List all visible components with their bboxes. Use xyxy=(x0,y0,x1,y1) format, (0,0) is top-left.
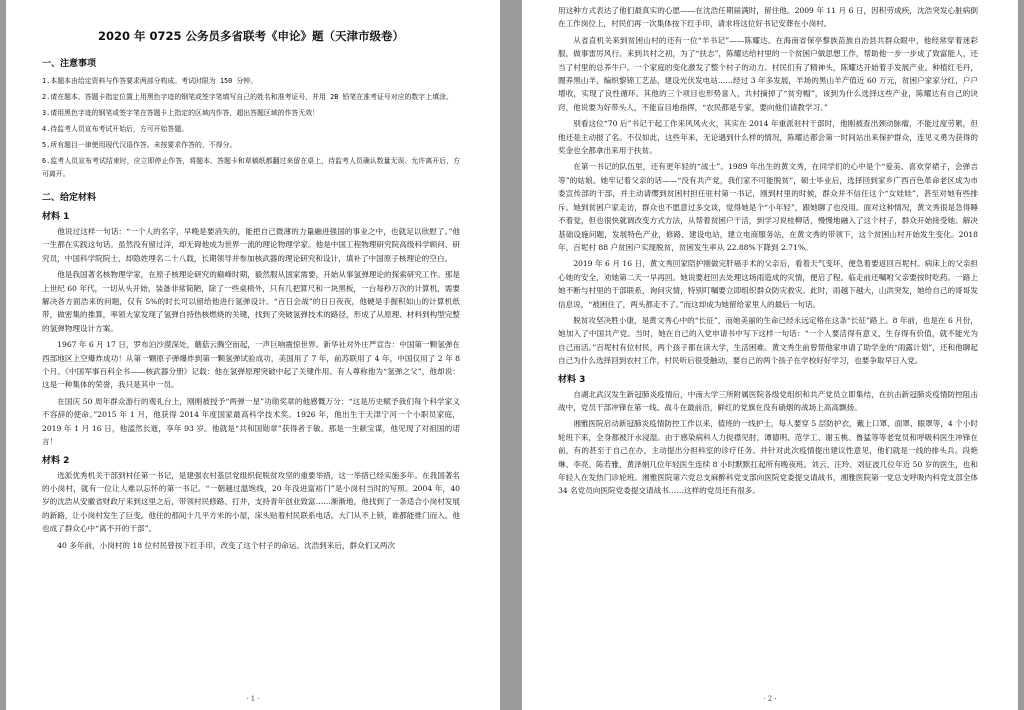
material-paragraph: 湘雅医院启动新冠肺炎疫情防控工作以来，值班的一线护士，每人要穿 5 层防护衣，戴上口罩、面罩、眼罩等，4 个小时轮班下来，全身都被汗水浸湿。由于感染病科人力捉襟见肘，谭德明、范学工、谢玉桃、鲁猛等等老党员和呼吸科医生冲锋在前，有的甚至于自己在办，主动提出分担科室的诊疗任务。并针对此次疫情提出建议性意见，他们就是一线的排头兵。段艳琳、李亮、陈若雅、黄泽娟几位年轻医生连续 8 小时默默扛起所有晚夜班。刘云、汪玲、刘征波几位年近 50 岁的医生，也和年轻人在发热门诊轮班。湘雅医院第六党总支麻醉科党支部向医院党委提交请战书，湘雅医院第一党总支呼吸内科党支部全体 34 名党员向医院党委提交请战书……这样的党员还有很多。 xyxy=(558,419,978,496)
material-3-label: 材料 3 xyxy=(558,374,586,385)
notice-item: 1.本题本由给定资料与作答要求两部分构成。考试时限为 150 分钟。 xyxy=(42,77,258,85)
material-paragraph: 自湖北武汉发生新冠肺炎疫情后，中南大学三所附属医院各级党组织和共产党员立即集结，在抗击新冠肺炎疫情防控阻击战中，党员干部冲锋在第一线、战斗在最前沿，鲜红的党旗在没有硝烟的战场上高高飘扬。 xyxy=(558,389,978,412)
document-title: 2020 年 0725 公务员多省联考《申论》题（天津市级卷） xyxy=(97,29,405,43)
page-1 xyxy=(6,0,500,710)
material-paragraph: 在国庆 50 周年群众游行的观礼台上，刚刚被授予“两弹一星”功勋奖章的他感慨万分：“这是历史赋予我们每个科学家义不容辞的使命。”2015 年 1 月，他获得 2014 年度国家最高科学技术奖。1926 年，他出生于天津宁河一个小职员家庭，2019 年 1 月 16 日，他溘然长逝，享年 93 岁。他就是“共和国勋章”获得者于敏。那是一生献宝谋，他见现了对祖国的诺言！ xyxy=(42,396,460,447)
material-paragraph: 选派优秀机关干部到村任第一书记，是建强农村基层党组织促脱贫攻坚的重要举措，这一举措已经实施多年。在我国著名的小岗村，就有一位让人难以忘怀的第一书记。“一朝越过温饱线，20 年没进富裕门”是小岗村当时的写照。2004 年，40 岁的沈浩从安徽省财政厅来到这里之后，带领村民修路、打井，支持青年创业致富……渐渐地，他找到了一条适合小岗村发展的新路，让小岗村发生了巨变。他住的那间十几平方米的小屋，床头贴着村民联系电话。大门从不上锁，谁都能推门而入。他也成了群众心中“离不开的干部”。 xyxy=(42,470,460,534)
material-paragraph: 别看这位“70 后”书记干起工作来风风火火，其实在 2014 年重派驻村干部时，他刚被查出颈动脉瘤，不能过度劳累，但他还是主动报了名。不仅如此，这些年来，无论遇到什么样的情况，陈耀达都会第一时间站出来保护群众，连见义勇为获得的奖金也全都拿出来用于扶贫。 xyxy=(558,119,978,156)
page-number: · 2 · xyxy=(763,695,777,703)
material-1-label: 材料 1 xyxy=(42,212,70,222)
notice-item: 4.待监考人员宣布考试开始后，方可开始答题。 xyxy=(42,125,189,133)
material-paragraph: 用这种方式表达了他们最真实的心愿——在沈浩任期届满时，留住他。2009 年 11 月 6 日，因积劳成疾，沈浩突发心脏病倒在工作岗位上，村民们再一次集体按下红手印，请求将这位好书记安葬在小岗村。 xyxy=(558,6,978,29)
material-paragraph: 他是我国著名核物理学家，在原子核理论研究的巅峰时期，毅然服从国家需要，开始从事氢弹理论的探索研究工作。那是上世纪 60 年代，一切从头开始，装备非常简陋，除了一些桌椅外，只有几把算尺和一块黑板，一台每秒万次的计算机，需要解决各方面浩来的问题，仅有 5%的时长可以留给他进行氢弹设计。“百日会战”的日日夜夜，他硬是手握积如山的计算机纸带，做密集的推算，率领大家发现了氢弹自持热核燃烧的关键，找到了突破氢弹技术的路径，形成了从原理、材料到构型完整的氢弹物理设计方案。 xyxy=(42,270,460,333)
notice-item: 3.请用黑色字迹的钢笔或签字笔在答题卡上指定的区域内作答，超出答题区域的作答无效！ xyxy=(42,109,320,117)
notice-item: 5.所有题目一律使用现代汉语作答。未按要求作答的，不得分。 xyxy=(42,141,237,149)
notice-heading: 一、注意事项 xyxy=(42,59,97,69)
material-paragraph: 他说过这样一句话：“一个人的名字，早晚是要消失的，能把自己微薄的力量融进强国的事业之中，也就足以欣慰了。”他一生都在实践这句话。虽然没有留过洋，却无碍他成为世界一流的理论物理学家。他是中国工程物理研究院高级科学顾问、研究员，中国科学院院士，却隐姓埋名二十八载，长期领导并参加核武器的理论研究和设计，填补了中国原子核理论的空白。 xyxy=(42,227,460,263)
material-2-label: 材料 2 xyxy=(42,455,70,466)
material-paragraph: 40 多年前，小岗村的 18 位村民曾按下红手印，改变了这个村子的命运。沈浩到来后，群众们又两次 xyxy=(57,540,396,550)
material-paragraph: 脱贫攻坚决胜小康，是黄文秀心中的“长征”，而她美丽的生命已经永远定格在这条“长征”路上。8 年前，也是在 6 月份，她加入了中国共产党。当时，她在自己的入党申请书中写下这样一句话：“一个人要活得有意义，生存得有价值，就不能光为自己而活。”百坭村有位村民，两个孩子都在读大学，生活困难。黄文秀生前曾帮他家申请了助学金的“雨露计划”，还和他聊起自己为什么选择回到农村工作，村民听后很受触动，要自己的两个孩子在学校好好学习，也要争取早日入党。 xyxy=(558,315,978,366)
notice-item: 6.监考人员宣布考试结束时，应立即停止作答，将题本、答题卡和草稿纸都翻过来留在桌上，待监考人员确认数量无误、允许离开后，方可离开。 xyxy=(42,157,460,178)
material-paragraph: 2019 年 6 月 16 日，黄文秀回家陪护刚做完肝癌手术的父亲后，看着天气变坏，便急着要返回百坭村。病床上的父亲担心她的安全，劝她第二天一早再回。她说要赶回去处理这场雨造成的灾情，便启了程。临走前还嘱咐父亲要按时吃药。一路上她不断与村里的干部联系，询问灾情，特别叮嘱要立即组织群众防灾救灾。此时，雨越下越大，山洪突发，她给自己的哥哥发信息说，“被困住了，两头都走不了。”而这却成为她留给家里人的最后一句话。 xyxy=(558,259,978,309)
material-paragraph: 在第一书记的队伍里，还有更年轻的“战士”。1989 年出生的黄文秀，在同学们的心中是个“爱美、喜欢穿裙子，会弹吉等”的姑娘。她牢记着父亲的话——“没有共产党，我们家不可能脱贫”，硕士毕业后，选择回到家乡广西百色革命老区成为市委宣传部的干部，并主动请缨到贫困村担任驻村第一书记，刚到村里的时候，群众并不信任这个“女娃娃”，甚至对她有些排斥。她到贫困户家走访，群众也不愿意过多交谈，觉得她是个“小年轻”，跟她聊了也没用。面对这种情况，黄文秀很是急得睡不着觉，但也很快就调改变方式方法，从帮着贫困户干活，到学习说桂柳话，慢慢地融入了这个村子，群众开始接受她。解决基础设施问题，发展特色产业，修路、建设电站，建立电商服务站，在黄文秀的带领下，这个贫困山村开始发生变化。2018 年，百坭村 88 户贫困户实现脱贫，贫困发生率从 22.88%下降到 2.71%。 xyxy=(558,162,978,252)
material-paragraph: 1967 年 6 月 17 日，罗布泊沙漠深处，蘑菇云腾空而起，一声巨响震惊世界。新华社对外庄严宣告：中国第一颗氢弹在西部地区上空爆炸成功！从第一颗原子弹爆炸到第一颗氢弹试验成功，美国用了 7 年，前苏联用了 4 年，中国仅用了 2 年 8 个月。《中国军事百科全书——核武器分册》记载：他在氢弹原理突破中起了关键作用。有人尊称他为“氢弹之父”，他却说：这是一种集体的荣誉，我只是其中一员。 xyxy=(42,340,460,390)
notice-item: 2.请在题本、答题卡指定位置上用黑色字迹的钢笔或签字笔填写自己的姓名和准考证号，并用 2B 铅笔在准考证号对应的数字上填涂。 xyxy=(42,93,453,101)
page-number: · 1 · xyxy=(246,695,260,703)
page-2 xyxy=(522,0,1018,710)
material-heading: 二、给定材料 xyxy=(42,193,97,203)
material-paragraph: 从省直机关来到贫困山村的还有一位“羊书记”——陈耀达。在海南省保亭黎族苗族自治县共群众眼中，他经常穿着迷彩服，做事雷厉风行。来到共村之初，为了“扶志”，陈耀达给村里的一个贫困户做思想工作，帮助他一步一步成了致富能人，还当了村里的总养牛户。一个家庭的变化激发了整个村子的动力。村民们有了精神头，陈耀达开始着手发展产业。种植红毛丹，圈养黑山羊，编织黎锦工艺品，建设光伏发电站……经过 3 年多发展，羊场的黑山羊产值近 60 万元，贫困户家家分红，户户增收，实现了良性循环。其他的三个项目也形势喜人，共村摘掉了“贫穷帽”，该到为什么选择这些产业，陈耀达有自己的诀窍，他说要为好带头人，不能盲目地指挥，“农民都是专家，要向他们请教学习。” xyxy=(558,35,978,112)
